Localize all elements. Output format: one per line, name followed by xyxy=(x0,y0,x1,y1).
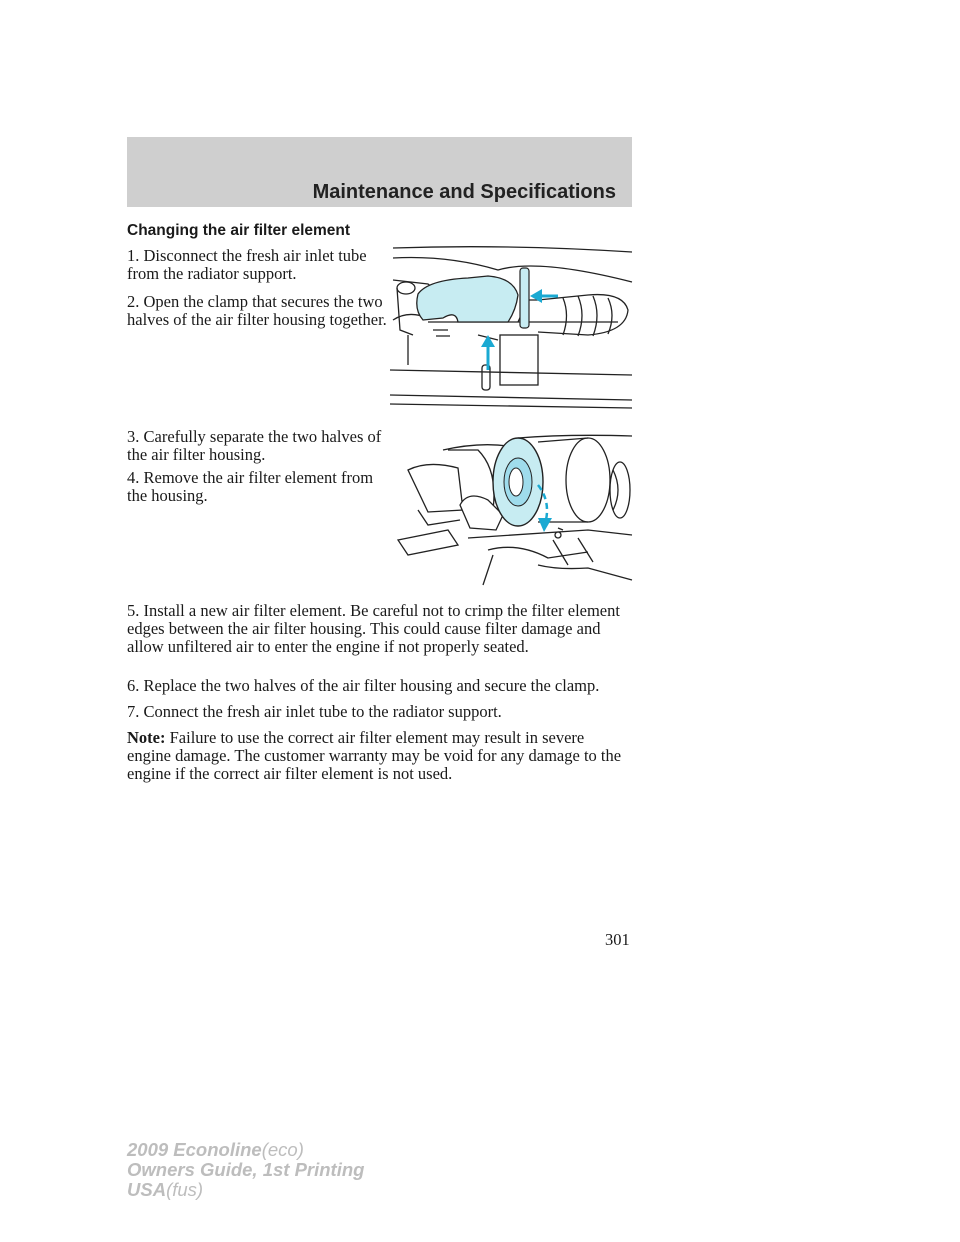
footer-market-code: (fus) xyxy=(166,1179,204,1200)
note-text: Failure to use the correct air filter element may result in severe engine damage. The customer warranty may be void for any damage to the engine if the correct air filter element is not used. xyxy=(127,728,622,783)
footer-line-3 xyxy=(127,1180,364,1200)
filter-element-illustration xyxy=(388,430,633,590)
footer-model-code: (eco) xyxy=(261,1139,304,1160)
page-title: Changing the air filter element xyxy=(127,222,351,239)
footer-line-1 xyxy=(127,1140,364,1160)
inlet-tube-illustration xyxy=(388,240,633,410)
page-number: 301 xyxy=(605,930,630,949)
step-1: 1. Disconnect the fresh air inlet tube from the radiator support. xyxy=(127,246,367,283)
footer-line-2: Owners Guide, 1st Printing xyxy=(127,1159,365,1180)
section-header-title: Maintenance and Specifications xyxy=(312,181,616,203)
step-5: 5. Install a new air filter element. Be careful not to crimp the filter element edges between the air filter housing. This could cause filter damage and allow unfiltered air to enter the engine if not properly seated. xyxy=(127,601,620,656)
step-4: 4. Remove the air filter element from the housing. xyxy=(127,468,374,505)
footer-model: 2009 Econoline xyxy=(127,1139,262,1160)
step-6: 6. Replace the two halves of the air filter housing and secure the clamp. xyxy=(127,676,600,695)
step-7: 7. Connect the fresh air inlet tube to the radiator support. xyxy=(127,702,502,721)
footer-market: USA xyxy=(127,1179,167,1200)
header-band xyxy=(127,137,632,207)
note-label: Note: xyxy=(127,728,166,747)
step-3: 3. Carefully separate the two halves of the air filter housing. xyxy=(127,427,382,464)
note-paragraph xyxy=(127,729,632,783)
step-2: 2. Open the clamp that secures the two halves of the air filter housing together. xyxy=(127,292,387,329)
footer-print-info xyxy=(127,1140,364,1200)
